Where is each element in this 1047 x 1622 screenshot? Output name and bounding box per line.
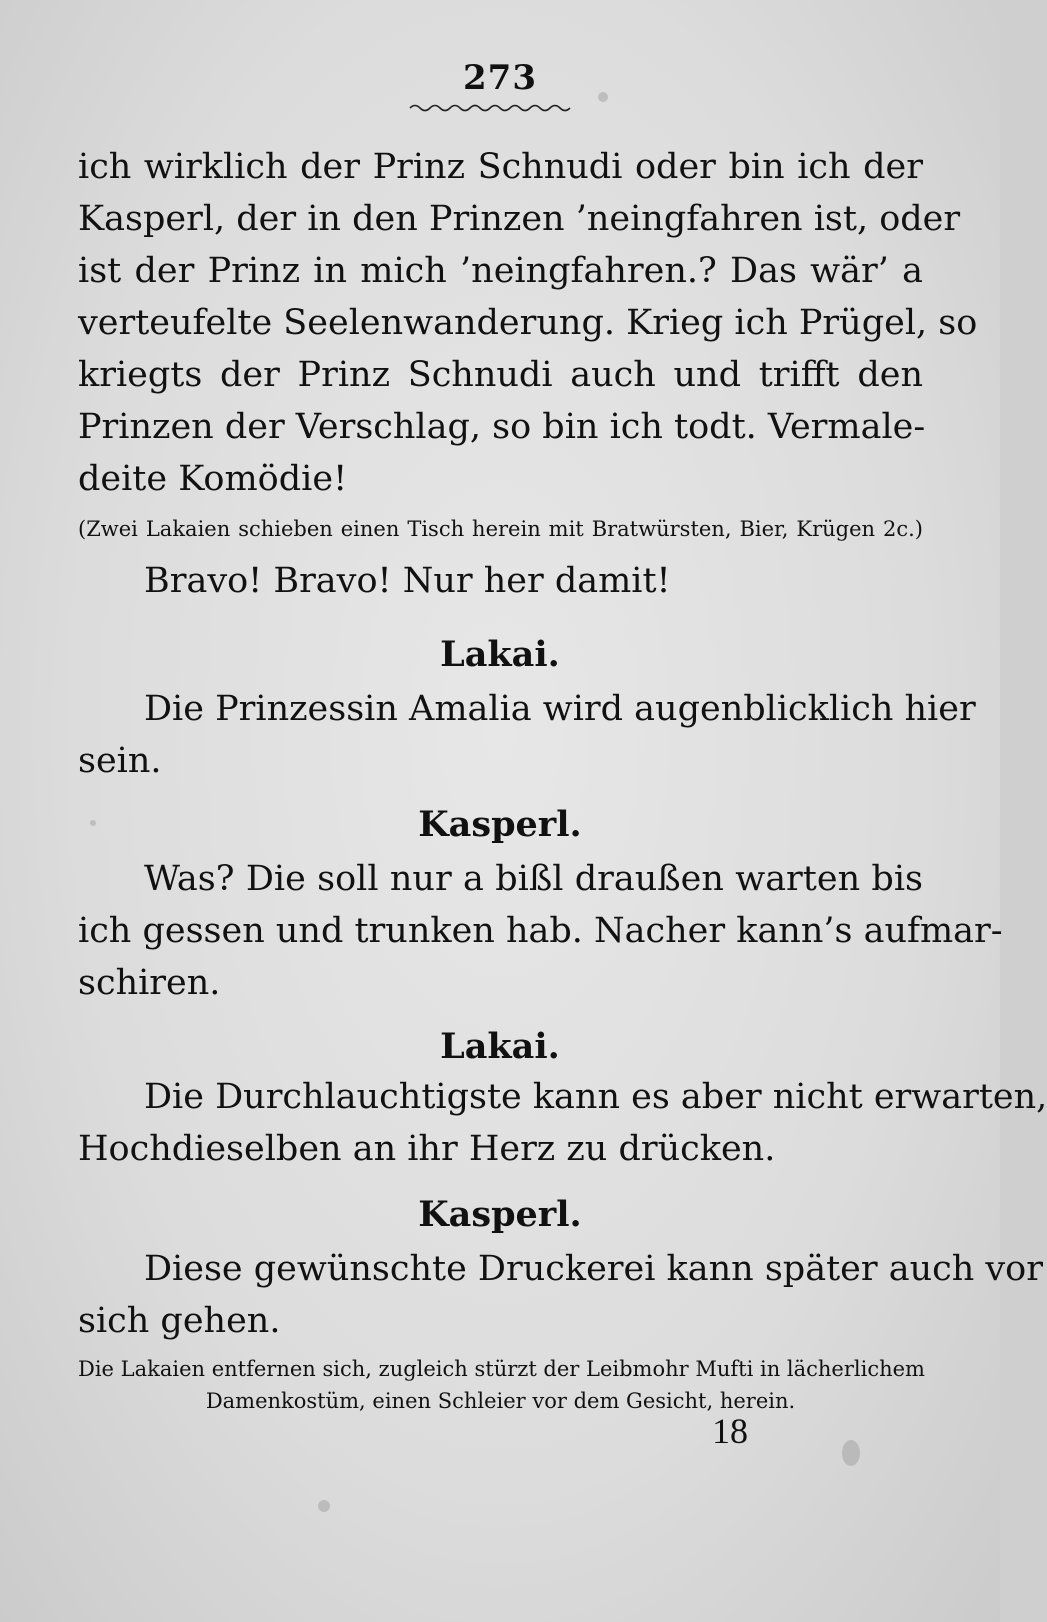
text-line: ist der Prinz in mich ’neingfahren.? Das wär’ a: [78, 251, 923, 291]
speaker-name: Kasperl.: [418, 804, 582, 845]
text-line: Bravo! Bravo! Nur her damit!: [144, 561, 671, 601]
text-line: Die Prinzessin Amalia wird augenblicklich hier: [144, 689, 976, 729]
text-line: ich gessen und trunken hab. Nacher kann’s aufmar-: [78, 911, 1003, 951]
signature-mark: 18: [712, 1411, 748, 1451]
speaker-name: Lakai.: [440, 1026, 560, 1067]
text-line: Kasperl, der in den Prinzen ’neingfahren ist, oder: [78, 199, 961, 239]
stage-direction: (Zwei Lakaien schieben einen Tisch herein mit Bratwürsten, Bier, Krügen 2c.): [78, 517, 923, 541]
text-line: Diese gewünschte Druckerei kann später auch vor: [144, 1249, 1043, 1289]
text-line: Hochdieselben an ihr Herz zu drücken.: [78, 1129, 776, 1169]
page-number: 273: [463, 58, 537, 98]
text-line: sein.: [78, 741, 162, 781]
text-line: Was? Die soll nur a bißl draußen warten bis: [144, 859, 923, 899]
text-line: Prinzen der Verschlag, so bin ich todt. Vermale-: [78, 407, 926, 447]
text-line: kriegts der Prinz Schnudi auch und trifft den: [78, 355, 923, 395]
text-line: ich wirklich der Prinz Schnudi oder bin ich der: [78, 147, 923, 187]
text-line: verteufelte Seelenwanderung. Krieg ich Prügel, so: [78, 303, 978, 343]
text-line: Die Durchlauchtigste kann es aber nicht erwarten,: [144, 1077, 1047, 1117]
stage-direction: Die Lakaien entfernen sich, zugleich stürzt der Leibmohr Mufti in lächerlichem: [78, 1357, 925, 1381]
speaker-name: Kasperl.: [418, 1194, 582, 1235]
stage-direction: Damenkostüm, einen Schleier vor dem Gesicht, herein.: [205, 1389, 796, 1413]
main-text: [78, 0, 1047, 1622]
text-line: schiren.: [78, 963, 221, 1003]
speaker-name: Lakai.: [440, 634, 560, 675]
text-line: sich gehen.: [78, 1301, 281, 1341]
text-line: deite Komödie!: [78, 459, 348, 499]
